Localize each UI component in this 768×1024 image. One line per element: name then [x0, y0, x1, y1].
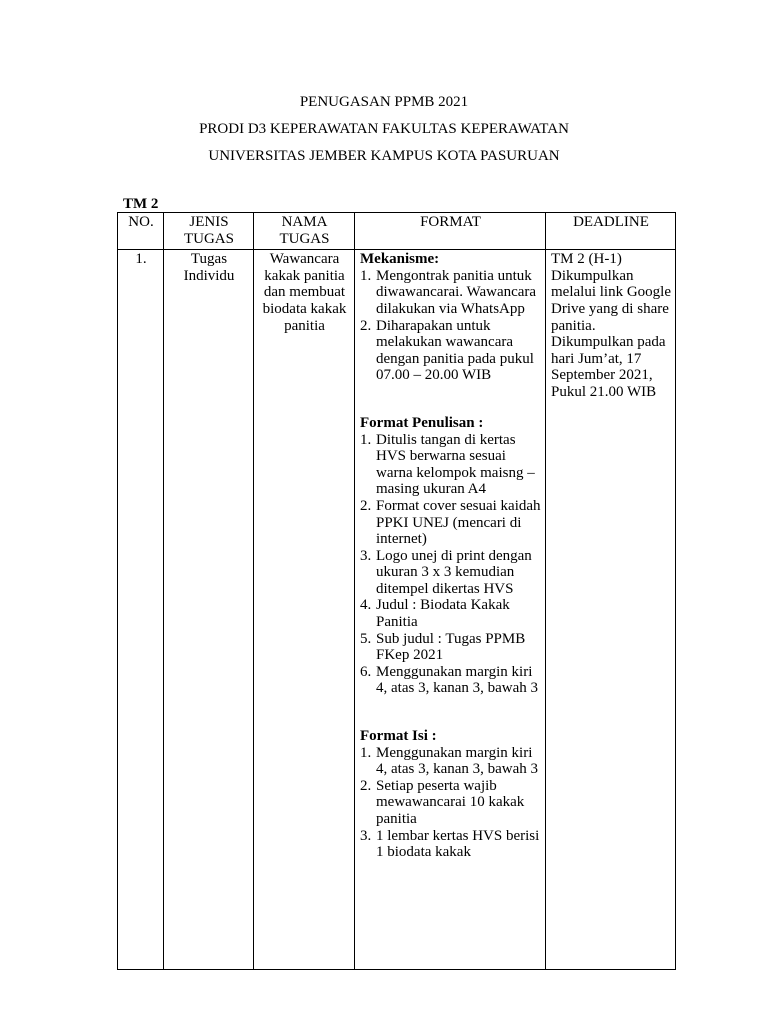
header-title: PENUGASAN PPMB 2021 [299, 94, 469, 110]
list-item: 5. Sub judul : Tugas PPMB FKep 2021 [360, 630, 526, 664]
header-nama-tugas: NAMA TUGAS [254, 213, 355, 250]
header-no: NO. [118, 213, 164, 250]
task-table [117, 212, 676, 970]
table-header-row [118, 213, 676, 250]
header-format: FORMAT [355, 213, 546, 250]
list-item: 3. Logo unej di print dengan ukuran 3 x 3 kemudian ditempel dikertas HVS [360, 547, 532, 597]
format-heading: Format Isi : [360, 728, 437, 745]
header-program: PRODI D3 KEPERAWATAN FAKULTAS KEPERAWATAN [199, 121, 569, 137]
format-section-isi [360, 728, 541, 861]
header-deadline: DEADLINE [546, 213, 676, 250]
list-item: 3. 1 lembar kertas HVS berisi 1 biodata kakak [360, 827, 540, 861]
cell-no: 1. [118, 250, 164, 970]
cell-nama-tugas: Wawancara kakak panitia dan membuat biodata kakak panitia [254, 250, 355, 970]
format-list [360, 268, 541, 384]
cell-format [355, 250, 546, 970]
list-item: 1. Mengontrak panitia untuk diwawancarai. Wawancara dilakukan via WhatsApp [360, 267, 537, 317]
list-item: 6. Menggunakan margin kiri 4, atas 3, kanan 3, bawah 3 [360, 663, 539, 697]
list-item: 2. Setiap peserta wajib mewawancarai 10 kakak panitia [360, 777, 525, 827]
format-list [360, 432, 541, 698]
section-label: TM 2 [123, 196, 159, 212]
list-item: 1. Menggunakan margin kiri 4, atas 3, kanan 3, bawah 3 [360, 744, 539, 778]
table-row [118, 250, 676, 970]
format-section-penulisan [360, 415, 541, 697]
format-heading: Mekanisme: [360, 251, 440, 268]
list-item: 4. Judul : Biodata Kakak Panitia [360, 597, 510, 631]
cell-deadline: TM 2 (H-1) Dikumpulkan melalui link Google Drive yang di share panitia. Dikumpulkan pada hari Jum’at, 17 September 2021, Pukul 21.00 WIB [546, 250, 676, 970]
cell-jenis-tugas: Tugas Individu [164, 250, 254, 970]
header-university: UNIVERSITAS JEMBER KAMPUS KOTA PASURUAN [208, 148, 560, 164]
list-item: 2. Format cover sesuai kaidah PPKI UNEJ (mencari di internet) [360, 497, 541, 548]
format-list [360, 745, 541, 861]
list-item: 1. Ditulis tangan di kertas HVS berwarna sesuai warna kelompok maisng – masing ukuran A4 [360, 431, 535, 498]
list-item: 2. Diharapakan untuk melakukan wawancara dengan panitia pada pukul 07.00 – 20.00 WIB [360, 317, 534, 384]
document-header [0, 92, 768, 173]
format-heading: Format Penulisan : [360, 414, 484, 431]
header-jenis-tugas: JENIS TUGAS [164, 213, 254, 250]
format-section-mekanisme [360, 251, 541, 384]
